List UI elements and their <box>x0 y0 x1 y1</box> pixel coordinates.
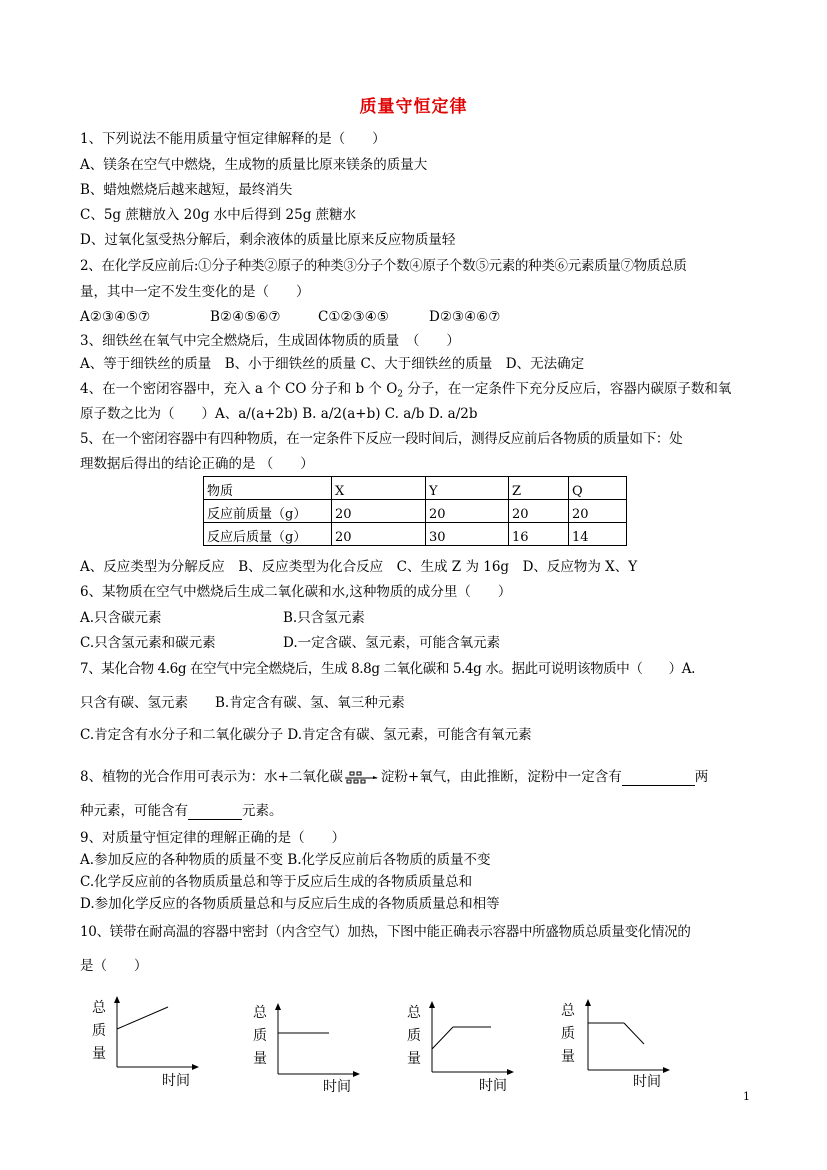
graph-ylabel: 质 <box>92 1023 106 1039</box>
graph-ylabel: 质 <box>407 1028 421 1044</box>
table-cell: X <box>332 477 426 500</box>
q5-options: A、反应类型为分解反应 B、反应类型为化合反应 C、生成 Z 为 16g D、反应物为 X、Y <box>80 559 638 575</box>
graph-option-b[interactable] <box>253 1002 363 1097</box>
graph-ylabel: 总 <box>561 1003 575 1019</box>
q7-line3: C.肯定含有水分子和二氧化碳分子 D.肯定含有碳、氢元素，可能含有氧元素 <box>80 727 532 743</box>
q1-option-d: D、过氧化氢受热分解后，剩余液体的质量比原来反应物质量轻 <box>80 232 456 248</box>
table-cell: 反应后质量（g） <box>204 523 332 546</box>
q8-line2b: 元素。 <box>242 803 283 819</box>
graph-xlabel: 时间 <box>162 1073 190 1089</box>
graph-ylabel: 量 <box>407 1051 421 1067</box>
q3-stem: 3、细铁丝在氧气中完全燃烧后，生成固体物质的质量 （ ） <box>80 333 460 349</box>
q7-stem: 7、某化合物 4.6g 在空气中完全燃烧后，生成 8.8g 二氧化碳和 5.4g 水。据此可说明该物质中（ ）A. <box>80 661 696 677</box>
q10-stem-line2: 是（ ） <box>80 958 148 974</box>
q8-part1: 8、植物的光合作用可表示为：水+二氧化碳 <box>80 769 343 785</box>
q6-option-c: C.只含氢元素和碳元素 <box>80 635 216 651</box>
q10-stem-line1: 10、镁带在耐高温的容器中密封（内含空气）加热，下图中能正确表示容器中所盛物质总质量变化情况的 <box>80 924 691 940</box>
q6-stem: 6、某物质在空气中燃烧后生成二氧化碳和水,这种物质的成分里（ ） <box>80 584 512 600</box>
reaction-arrow-icon <box>343 771 381 785</box>
q8-answer-blank-2[interactable] <box>188 819 242 820</box>
table-row <box>204 477 627 500</box>
q8-part3: 两 <box>694 769 709 785</box>
q2-stem-line1: 2、在化学反应前后:①分子种类②原子的种类③分子个数④原子个数⑤元素的种类⑥元素质量⑦物质总质 <box>80 258 687 274</box>
table-cell: Q <box>569 477 627 500</box>
q5-mass-table <box>203 476 627 546</box>
q4-subscript: 2 <box>397 389 404 400</box>
q4-stem-part-b: 分子，在一定条件下充分反应后，容器内碳原子数和氧 <box>403 381 732 397</box>
graph-ylabel: 总 <box>253 1005 267 1021</box>
graph-option-c[interactable] <box>407 1000 517 1095</box>
q6-option-d: D.一定含碳、氢元素，可能含氧元素 <box>283 635 501 651</box>
graph-ylabel: 量 <box>92 1046 106 1062</box>
table-cell: 20 <box>509 500 569 523</box>
q9-stem: 9、对质量守恒定律的理解正确的是（ ） <box>80 830 346 846</box>
graph-ylabel: 总 <box>92 1000 106 1016</box>
q4-stem-line2: 原子数之比为（ ）A、a/(a+2b) B. a/2(a+b) C. a/b D. a/2b <box>80 406 478 422</box>
graph-b-plot <box>271 1002 361 1077</box>
graph-option-d[interactable] <box>561 998 671 1093</box>
table-cell: Y <box>426 477 509 500</box>
table-cell: 16 <box>509 523 569 546</box>
q4-stem-line1 <box>80 380 731 404</box>
graph-ylabel: 质 <box>253 1028 267 1044</box>
page-title: 质量守恒定律 <box>359 97 468 117</box>
table-row <box>204 523 627 546</box>
q2-stem-line2: 量，其中一定不发生变化的是（ ） <box>80 284 310 300</box>
graph-option-a[interactable] <box>90 995 200 1090</box>
page-number: 1 <box>743 1090 750 1103</box>
q3-options: A、等于细铁丝的质量 B、小于细铁丝的质量 C、大于细铁丝的质量 D、无法确定 <box>80 356 585 372</box>
q1-stem: 1、下列说法不能用质量守恒定律解释的是（ ） <box>80 131 386 147</box>
q1-option-a: A、镁条在空气中燃烧，生成物的质量比原来镁条的质量大 <box>80 157 428 173</box>
q9-option-c: C.化学反应前的各物质质量总和等于反应后生成的各物质质量总和 <box>80 874 473 890</box>
q6-option-a: A.只含碳元素 <box>80 610 162 626</box>
q4-stem-part-a: 4、在一个密闭容器中，充入 a 个 CO 分子和 b 个 O <box>80 381 398 397</box>
q8-line2 <box>80 802 283 820</box>
q2-option-d: D②③④⑥⑦ <box>429 309 501 325</box>
table-cell: 反应前质量（g） <box>204 500 332 523</box>
graph-d-plot <box>581 998 671 1073</box>
table-cell: 20 <box>332 500 426 523</box>
q5-stem-line2: 理数据后得出的结论正确的是 （ ） <box>80 456 314 472</box>
table-cell: 14 <box>569 523 627 546</box>
table-cell: 物质 <box>204 477 332 500</box>
graph-xlabel: 时间 <box>479 1078 507 1094</box>
graph-ylabel: 质 <box>561 1026 575 1042</box>
q7-line2: 只含有碳、氢元素 B.肯定含有碳、氢、氧三种元素 <box>80 695 405 711</box>
graph-ylabel: 量 <box>561 1049 575 1065</box>
graph-ylabel: 总 <box>407 1005 421 1021</box>
graph-c-plot <box>425 1000 515 1075</box>
q9-option-d: D.参加化学反应的各物质质量总和与反应后生成的各物质质量总和相等 <box>80 896 500 912</box>
q5-stem-line1: 5、在一个密闭容器中有四种物质，在一定条件下反应一段时间后，测得反应前后各物质的质量如下：处 <box>80 431 683 447</box>
q8-part2: 淀粉+氧气，由此推断，淀粉中一定含有 <box>380 769 622 785</box>
table-cell: Z <box>509 477 569 500</box>
graph-a-plot <box>110 995 200 1070</box>
q2-option-a: A②③④⑤⑦ <box>80 309 151 325</box>
q1-option-c: C、5g 蔗糖放入 20g 水中后得到 25g 蔗糖水 <box>80 207 357 223</box>
q8-answer-blank-1[interactable] <box>622 785 695 786</box>
graph-xlabel: 时间 <box>323 1079 351 1095</box>
table-cell: 20 <box>332 523 426 546</box>
q2-option-c: C①②③④⑤ <box>318 309 389 325</box>
table-cell: 20 <box>426 500 509 523</box>
q8-line1 <box>80 768 708 786</box>
q1-option-b: B、蜡烛燃烧后越来越短，最终消失 <box>80 182 293 198</box>
table-row <box>204 500 627 523</box>
table-cell: 30 <box>426 523 509 546</box>
q9-option-ab: A.参加反应的各种物质的质量不变 B.化学反应前后各物质的质量不变 <box>80 852 491 868</box>
q2-option-b: B②④⑤⑥⑦ <box>210 309 281 325</box>
q8-line2a: 种元素，可能含有 <box>80 803 188 819</box>
graph-ylabel: 量 <box>253 1051 267 1067</box>
table-cell: 20 <box>569 500 627 523</box>
q6-option-b: B.只含氢元素 <box>283 610 365 626</box>
graph-xlabel: 时间 <box>633 1074 661 1090</box>
